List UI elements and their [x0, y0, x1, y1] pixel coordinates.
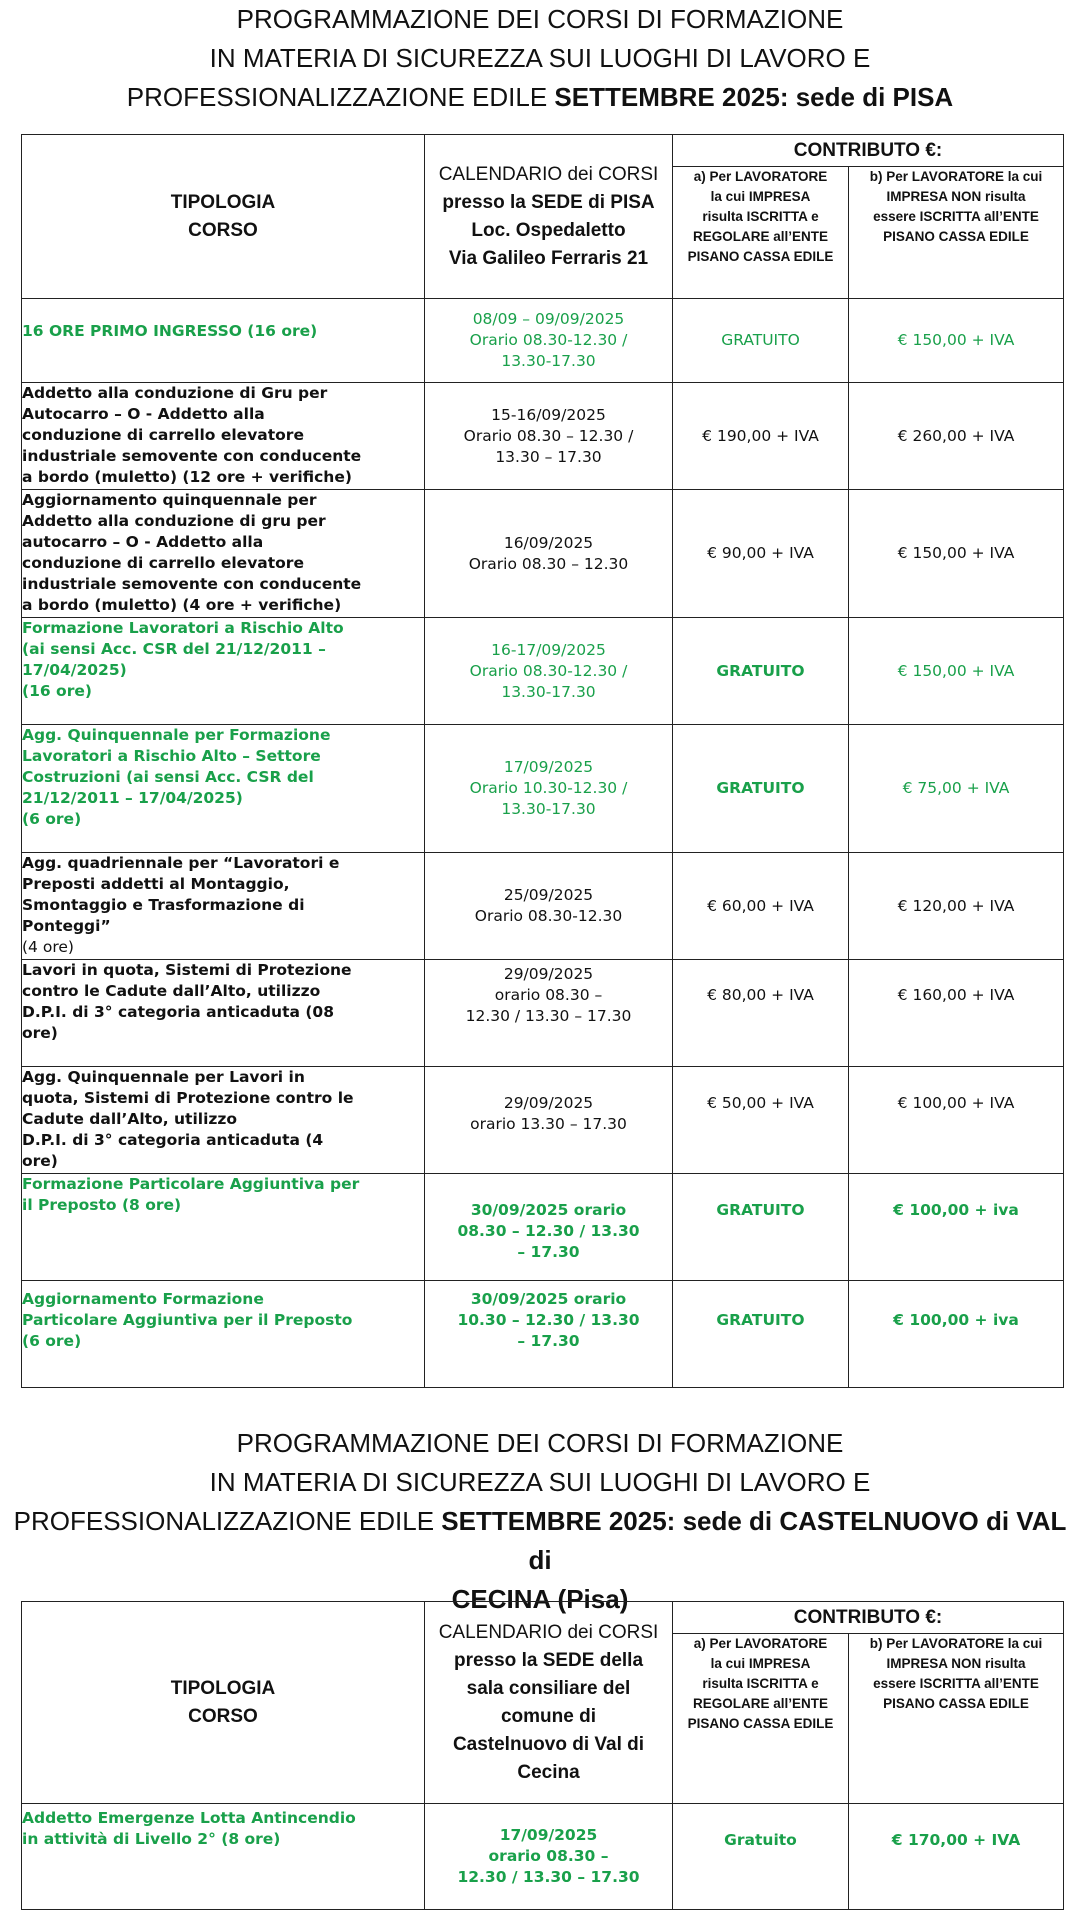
section2-title-line2: IN MATERIA DI SICUREZZA SUI LUOGHI DI LAVORO E	[209, 1467, 871, 1497]
course-line: in attività di Livello 2° (8 ore)	[22, 1830, 281, 1848]
course-line: Costruzioni (ai sensi Acc. CSR del	[22, 768, 314, 786]
course-line: Addetto alla conduzione di gru per	[22, 512, 326, 530]
course-name	[22, 618, 425, 725]
date-line: 16/09/2025	[503, 533, 594, 552]
date-line: 08/09 – 09/09/2025	[472, 310, 625, 328]
price-a: GRATUITO	[673, 725, 849, 853]
price-b: € 170,00 + IVA	[849, 1804, 1064, 1910]
date-line: 25/09/2025	[503, 886, 594, 904]
price-b: € 260,00 + IVA	[849, 383, 1064, 490]
section1-title	[0, 0, 1080, 117]
date-line: 08.30 – 12.30 / 13.30	[457, 1222, 640, 1240]
section2-title	[0, 1424, 1080, 1619]
date-line: Orario 08.30-12.30 /	[469, 331, 628, 349]
course-date	[425, 1174, 673, 1281]
date-line: 17/09/2025	[499, 1826, 598, 1844]
course-line: Addetto Emergenze Lotta Antincendio	[22, 1809, 356, 1827]
course-line: (ai sensi Acc. CSR del 21/12/2011 –	[22, 640, 326, 658]
table-row	[22, 618, 1064, 725]
course-line: 21/12/2011 – 17/04/2025)	[22, 789, 243, 807]
date-line: 13.30-17.30	[501, 682, 596, 701]
table-row	[22, 853, 1064, 960]
course-line: 16 ORE PRIMO INGRESSO (16 ore)	[22, 322, 318, 340]
header-col-b	[849, 1634, 1064, 1804]
price-b: € 160,00 + IVA	[849, 960, 1064, 1067]
header-col-b-l2: IMPRESA NON risulta	[886, 189, 1026, 204]
course-line: conduzione di carrello elevatore	[22, 554, 304, 572]
course-line: Agg. quadriennale per “Lavoratori e	[22, 854, 340, 872]
section1-title-line3-normal: PROFESSIONALIZZAZIONE EDILE	[126, 82, 555, 112]
pisa-course-table	[21, 134, 1064, 1388]
course-name	[22, 1174, 425, 1281]
header-row	[22, 1602, 1064, 1634]
price-b: € 100,00 + iva	[849, 1281, 1064, 1388]
price-b: € 120,00 + IVA	[849, 853, 1064, 960]
date-line: 15-16/09/2025	[491, 405, 606, 424]
header-tipologia-l1: TIPOLOGIA	[170, 191, 276, 213]
date-line: – 17.30	[517, 1332, 580, 1350]
price-a: Gratuito	[673, 1804, 849, 1910]
date-line: Orario 08.30 – 12.30	[468, 554, 629, 573]
date-line: 12.30 / 13.30 – 17.30	[465, 1007, 632, 1025]
section2-title-line3	[0, 1502, 1080, 1580]
price-b: € 100,00 + iva	[849, 1174, 1064, 1281]
date-line: 17/09/2025	[503, 758, 594, 776]
course-date	[425, 490, 673, 618]
course-line: Formazione Particolare Aggiuntiva per	[22, 1175, 360, 1193]
course-name	[22, 725, 425, 853]
price-a: € 80,00 + IVA	[673, 960, 849, 1067]
header-cal-l1: CALENDARIO dei CORSI	[438, 163, 659, 185]
price-a: € 90,00 + IVA	[673, 490, 849, 618]
course-name	[22, 960, 425, 1067]
header-tipologia-l2: CORSO	[188, 1705, 258, 1727]
course-line: Aggiornamento quinquennale per	[22, 491, 317, 509]
course-name	[22, 853, 425, 960]
date-line: – 17.30	[517, 1243, 580, 1261]
course-date	[425, 960, 673, 1067]
course-line: Agg. Quinquennale per Lavori in	[22, 1068, 305, 1086]
course-line: Formazione Lavoratori a Rischio Alto	[22, 619, 344, 637]
header-col-a-l3: risulta ISCRITTA e	[702, 209, 819, 224]
table-row	[22, 1067, 1064, 1174]
header-col-a	[673, 1634, 849, 1804]
course-date	[425, 1067, 673, 1174]
header-col-a-l3: risulta ISCRITTA e	[702, 1676, 819, 1691]
header-cal-l5: Castelnuovo di Val di	[452, 1733, 645, 1755]
price-b: € 150,00 + IVA	[849, 490, 1064, 618]
price-a: GRATUITO	[673, 299, 849, 383]
section2-title-line3-normal: PROFESSIONALIZZAZIONE EDILE	[13, 1506, 442, 1536]
section1-title-line2: IN MATERIA DI SICUREZZA SUI LUOGHI DI LAVORO E	[209, 43, 871, 73]
header-contributo: CONTRIBUTO €:	[673, 1602, 1064, 1634]
header-contributo: CONTRIBUTO €:	[673, 135, 1064, 167]
price-b: € 75,00 + IVA	[849, 725, 1064, 853]
table-row	[22, 383, 1064, 490]
course-name	[22, 1067, 425, 1174]
header-col-a-l4: REGOLARE all’ENTE	[692, 229, 829, 244]
course-line: D.P.I. di 3° categoria anticaduta (08	[22, 1003, 334, 1021]
header-col-a-l4: REGOLARE all’ENTE	[692, 1696, 829, 1711]
table-row	[22, 299, 1064, 383]
price-a: € 190,00 + IVA	[673, 383, 849, 490]
course-name	[22, 1281, 425, 1388]
course-line: autocarro – O - Addetto alla	[22, 533, 264, 551]
course-line: (16 ore)	[22, 682, 92, 700]
header-col-b-l1: b) Per LAVORATORE la cui	[869, 169, 1043, 184]
header-tipologia	[22, 1602, 425, 1804]
table-row	[22, 490, 1064, 618]
course-date	[425, 383, 673, 490]
course-line: conduzione di carrello elevatore	[22, 426, 304, 444]
header-cal-l4: Via Galileo Ferraris 21	[448, 247, 649, 269]
course-date	[425, 1804, 673, 1910]
course-line: Preposti addetti al Montaggio,	[22, 875, 290, 893]
course-name	[22, 383, 425, 490]
date-line: 13.30 – 17.30	[495, 447, 602, 466]
date-line: Orario 08.30 – 12.30 /	[463, 426, 634, 445]
header-col-a-l5: PISANO CASSA EDILE	[687, 249, 834, 264]
price-b: € 150,00 + IVA	[849, 618, 1064, 725]
price-a: GRATUITO	[673, 618, 849, 725]
price-a: € 50,00 + IVA	[673, 1067, 849, 1174]
section1-title-line3-bold: SETTEMBRE 2025: sede di PISA	[554, 82, 954, 112]
date-line: 13.30-17.30	[501, 800, 596, 818]
header-col-a-l2: la cui IMPRESA	[710, 189, 811, 204]
date-line: 29/09/2025	[503, 1094, 594, 1112]
course-line: (6 ore)	[22, 810, 82, 828]
course-line: 17/04/2025)	[22, 661, 127, 679]
header-tipologia	[22, 135, 425, 299]
course-date	[425, 299, 673, 383]
header-cal-l3: Loc. Ospedaletto	[471, 219, 626, 241]
course-line: il Preposto (8 ore)	[22, 1196, 182, 1214]
header-cal-l6: Cecina	[517, 1761, 580, 1783]
date-line: 29/09/2025	[503, 965, 594, 983]
section2-title-line4-bold: CECINA (Pisa)	[451, 1584, 629, 1614]
price-a: GRATUITO	[673, 1174, 849, 1281]
course-line: (6 ore)	[22, 1332, 82, 1350]
course-line: D.P.I. di 3° categoria anticaduta (4	[22, 1131, 324, 1149]
header-col-b	[849, 167, 1064, 299]
header-col-b-l4: PISANO CASSA EDILE	[883, 1696, 1029, 1711]
course-line: a bordo (muletto) (12 ore + verifiche)	[22, 468, 352, 486]
course-line: (4 ore)	[22, 938, 74, 956]
header-calendario	[425, 1602, 673, 1804]
header-cal-l2: presso la SEDE di PISA	[442, 191, 655, 213]
course-line: Lavoratori a Rischio Alto – Settore	[22, 747, 321, 765]
header-col-a-l5: PISANO CASSA EDILE	[687, 1716, 834, 1731]
date-line: 12.30 / 13.30 – 17.30	[457, 1868, 640, 1886]
price-b: € 150,00 + IVA	[849, 299, 1064, 383]
course-line: ore)	[22, 1024, 58, 1042]
header-row	[22, 135, 1064, 167]
course-line: Aggiornamento Formazione	[22, 1290, 264, 1308]
castelnuovo-course-table	[21, 1601, 1064, 1910]
date-line: Orario 10.30-12.30 /	[469, 779, 628, 797]
course-line: Lavori in quota, Sistemi di Protezione	[22, 961, 352, 979]
date-line: 30/09/2025 orario	[470, 1201, 627, 1219]
header-cal-l4: comune di	[500, 1705, 596, 1727]
header-col-b-l4: PISANO CASSA EDILE	[883, 229, 1029, 244]
header-col-b-l1: b) Per LAVORATORE la cui	[869, 1636, 1043, 1651]
course-line: Smontaggio e Trasformazione di	[22, 896, 305, 914]
course-line: quota, Sistemi di Protezione contro le	[22, 1089, 354, 1107]
section2-title-line1: PROGRAMMAZIONE DEI CORSI DI FORMAZIONE	[236, 1428, 844, 1458]
table-row	[22, 1804, 1064, 1910]
header-tipologia-l1: TIPOLOGIA	[170, 1677, 276, 1699]
table-row	[22, 1281, 1064, 1388]
header-col-b-l3: essere ISCRITTA all’ENTE	[873, 209, 1039, 224]
date-line: Orario 08.30-12.30	[474, 907, 623, 925]
course-name	[22, 490, 425, 618]
header-calendario	[425, 135, 673, 299]
course-name	[22, 1804, 425, 1910]
course-name	[22, 299, 425, 383]
date-line: orario 13.30 – 17.30	[470, 1115, 627, 1133]
course-date	[425, 853, 673, 960]
date-line: 13.30-17.30	[501, 352, 596, 370]
header-cal-l2: presso la SEDE della	[453, 1649, 644, 1671]
course-line: Autocarro – O - Addetto alla	[22, 405, 265, 423]
header-cal-l1: CALENDARIO dei CORSI	[438, 1621, 659, 1643]
table-row	[22, 960, 1064, 1067]
header-col-a-l1: a) Per LAVORATORE	[693, 1636, 828, 1651]
course-line: contro le Cadute dall’Alto, utilizzo	[22, 982, 321, 1000]
course-line: a bordo (muletto) (4 ore + verifiche)	[22, 596, 342, 614]
price-a: GRATUITO	[673, 1281, 849, 1388]
header-col-b-l2: IMPRESA NON risulta	[886, 1656, 1026, 1671]
course-line: industriale semovente con conducente	[22, 447, 362, 465]
table-row	[22, 1174, 1064, 1281]
course-line: industriale semovente con conducente	[22, 575, 362, 593]
date-line: 16-17/09/2025	[491, 640, 606, 659]
table-row	[22, 725, 1064, 853]
date-line: orario 08.30 –	[494, 986, 603, 1004]
section1-title-line3	[0, 78, 1080, 117]
course-line: ore)	[22, 1152, 58, 1170]
header-col-b-l3: essere ISCRITTA all’ENTE	[873, 1676, 1039, 1691]
date-line: orario 08.30 –	[488, 1847, 609, 1865]
header-col-a-l2: la cui IMPRESA	[710, 1656, 811, 1671]
price-b: € 100,00 + IVA	[849, 1067, 1064, 1174]
course-line: Particolare Aggiuntiva per il Preposto	[22, 1311, 353, 1329]
course-line: Addetto alla conduzione di Gru per	[22, 384, 328, 402]
price-a: € 60,00 + IVA	[673, 853, 849, 960]
course-date	[425, 1281, 673, 1388]
section2-title-line3-bold: SETTEMBRE 2025: sede di CASTELNUOVO di VAL di	[441, 1506, 1067, 1575]
header-cal-l3: sala consiliare del	[466, 1677, 631, 1699]
date-line: 10.30 – 12.30 / 13.30	[457, 1311, 640, 1329]
course-date	[425, 618, 673, 725]
header-col-a-l1: a) Per LAVORATORE	[693, 169, 828, 184]
course-date	[425, 725, 673, 853]
section1-title-line1: PROGRAMMAZIONE DEI CORSI DI FORMAZIONE	[236, 4, 844, 34]
course-line: Ponteggi”	[22, 917, 111, 935]
date-line: 30/09/2025 orario	[470, 1290, 627, 1308]
header-col-a	[673, 167, 849, 299]
course-line: Cadute dall’Alto, utilizzo	[22, 1110, 238, 1128]
header-tipologia-l2: CORSO	[188, 219, 258, 241]
course-line: Agg. Quinquennale per Formazione	[22, 726, 331, 744]
date-line: Orario 08.30-12.30 /	[469, 661, 628, 680]
